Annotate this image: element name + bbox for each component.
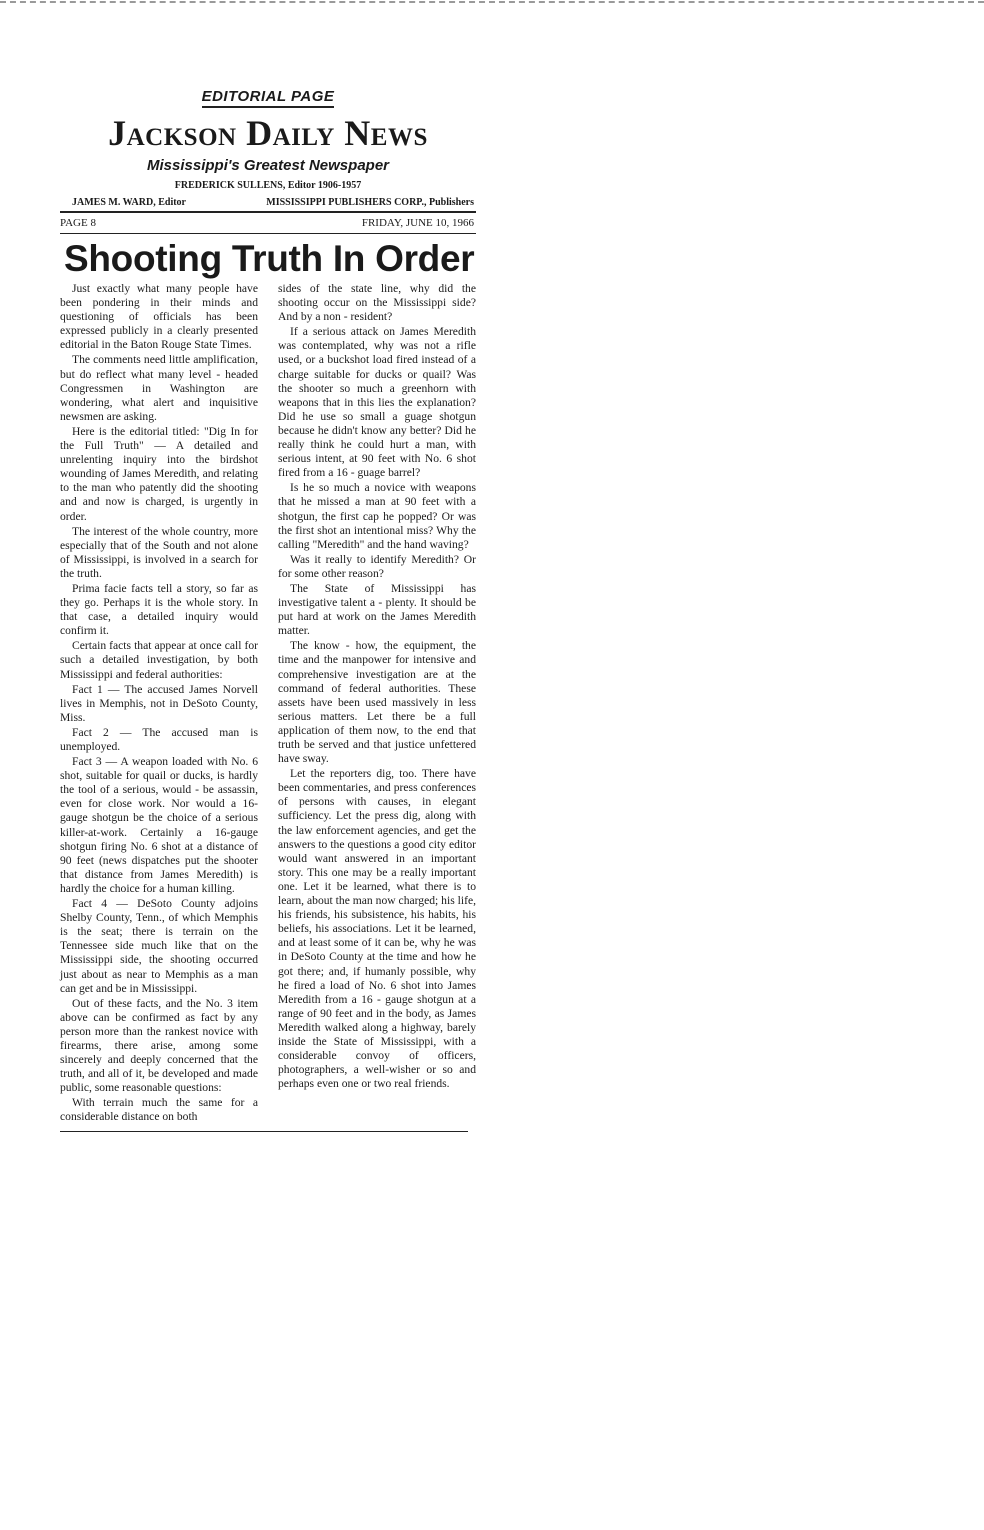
right-column (278, 282, 476, 1125)
founder-line: FREDERICK SULLENS, Editor 1906-1957 (174, 180, 362, 191)
paragraph: Out of these facts, and the No. 3 item above can be confirmed as fact by any person more than the rankest novice with firearms, there arise, among some sincerely and deeply concerned that the truth, and all of it, be developed and made public, some reasonable questions: (60, 996, 258, 1095)
left-column (60, 282, 258, 1125)
dateline-row (60, 217, 476, 234)
page-top-border (0, 1, 984, 3)
paragraph: Is he so much a novice with weapons that he missed a man at 90 feet with a shotgun, the first cap he popped? Or was the first shot an intentional miss? Why the calling "Meredith" and the hand waving? (278, 481, 476, 551)
paragraph: If a serious attack on James Meredith was contemplated, why was not a rifle used, or a buckshot load fired instead of a charge suitable for ducks or quail? Was the shooter so much a greenhorn with weapons that in this lies the explanation? Did he use so small a guage shotgun because he didn't know any better? Did he really think he could hurt a man, with serious intent, at 90 feet with No. 6 shot fired from a 16 - guage barrel? (278, 325, 476, 480)
publisher-line: MISSISSIPPI PUBLISHERS CORP., Publishers (266, 197, 474, 208)
headline: Shooting Truth In Order (64, 238, 475, 279)
paragraph: Just exactly what many people have been pondering in their minds and questioning of officials has been expressed publicly in a clearly presented editorial in the Baton Rouge State Times. (60, 282, 258, 352)
paragraph: Fact 2 — The accused man is unemployed. (60, 725, 258, 753)
paragraph: Let the reporters dig, too. There have been commentaries, and press conferences of persons with causes, in elegant sufficiency. Let the press dig, along with the law enforcement agencies, and get the answers to the questions a good city editor would want answered in an important story. This one may be a really important one. Let it be learned, what there is to learn, about the man now charged; his life, his friends, his subsistence, his habits, his beliefs, his associations. Let it be learned, and at least some of it can be, why he was in DeSoto County at the time and how he got there; and, if humanly possible, why he fired a load of No. 6 shot into James Meredith from a 16 - gauge shotgun at a range of 90 feet and in the body, as James Meredith walked along a highway, barely inside the State of Mississippi, with a considerable convoy of officers, photographers, a well-wisher or so and perhaps even one or two real friends. (278, 767, 476, 1091)
section-label (60, 88, 476, 105)
page-number: PAGE 8 (60, 217, 96, 229)
paragraph: The interest of the whole country, more especially that of the South and not alone of Mississippi, is involved in a search for the truth. (60, 524, 258, 580)
newspaper-clipping (60, 88, 476, 1132)
article-body (60, 282, 476, 1125)
paragraph: The State of Mississippi has investigative talent a - plenty. It should be put hard at work on the James Meredith matter. (278, 581, 476, 638)
tagline: Mississippi's Greatest Newspaper (147, 157, 389, 174)
paragraph: Fact 1 — The accused James Norvell lives in Memphis, not in DeSoto County, Miss. (60, 682, 258, 724)
paragraph-continued: sides of the state line, why did the shooting occur on the Mississippi side? And by a non - resident? (278, 282, 476, 324)
editor-line: JAMES M. WARD, Editor (72, 197, 186, 208)
paragraph: With terrain much the same for a considerable distance on both (60, 1096, 258, 1124)
section-label-text: EDITORIAL PAGE (202, 88, 335, 108)
paragraph: Here is the editorial titled: "Dig In for the Full Truth" — A detailed and unrelenting inquiry into the birdshot wounding of James Meredith, and relating to the man who patently did the shooting and and now is charged, is urgently in order. (60, 424, 258, 523)
paragraph: Fact 4 — DeSoto County adjoins Shelby County, Tenn., of which Memphis is the seat; there is terrain on the Tennessee side much like that on the Mississippi side, the shooting occurred just about as near to Memphis as a man can get and be in Mississippi. (60, 897, 258, 995)
paragraph: Certain facts that appear at once call for such a detailed investigation, by both Mississippi and federal authorities: (60, 639, 258, 681)
issue-date: FRIDAY, JUNE 10, 1966 (361, 217, 474, 229)
paragraph: Prima facie facts tell a story, so far as they go. Perhaps it is the whole story. In that case, a detailed inquiry would confirm it. (60, 581, 258, 638)
paragraph: Fact 3 — A weapon loaded with No. 6 shot, suitable for quail or ducks, is hardly the tool of a serious, would - be assassin, even for close work. Nor would a 16-gauge shotgun be the choice of a serious killer-at-work. Certainly a 16-gauge shotgun firing No. 6 shot at a distance of 90 feet (news dispatches put the shooter that distance from James Meredith) is hardly the choice for a human killing. (60, 755, 258, 895)
paragraph: The comments need little amplification, but do reflect what many level - headed Congressmen in Washington are wondering, what alert and inquisitive newsmen are asking. (60, 353, 258, 423)
bottom-rule (60, 1131, 468, 1132)
paragraph: Was it really to identify Meredith? Or for some other reason? (278, 552, 476, 580)
masthead: Jackson Daily News (108, 113, 428, 153)
staff-row (60, 197, 476, 213)
paragraph: The know - how, the equipment, the time and the manpower for intensive and comprehensive investigation are at the command of federal authorities. These assets have been used massively in less serious matters. Let there be a full application of them now, to the end that truth be served and that justice unfettered have sway. (278, 639, 476, 766)
